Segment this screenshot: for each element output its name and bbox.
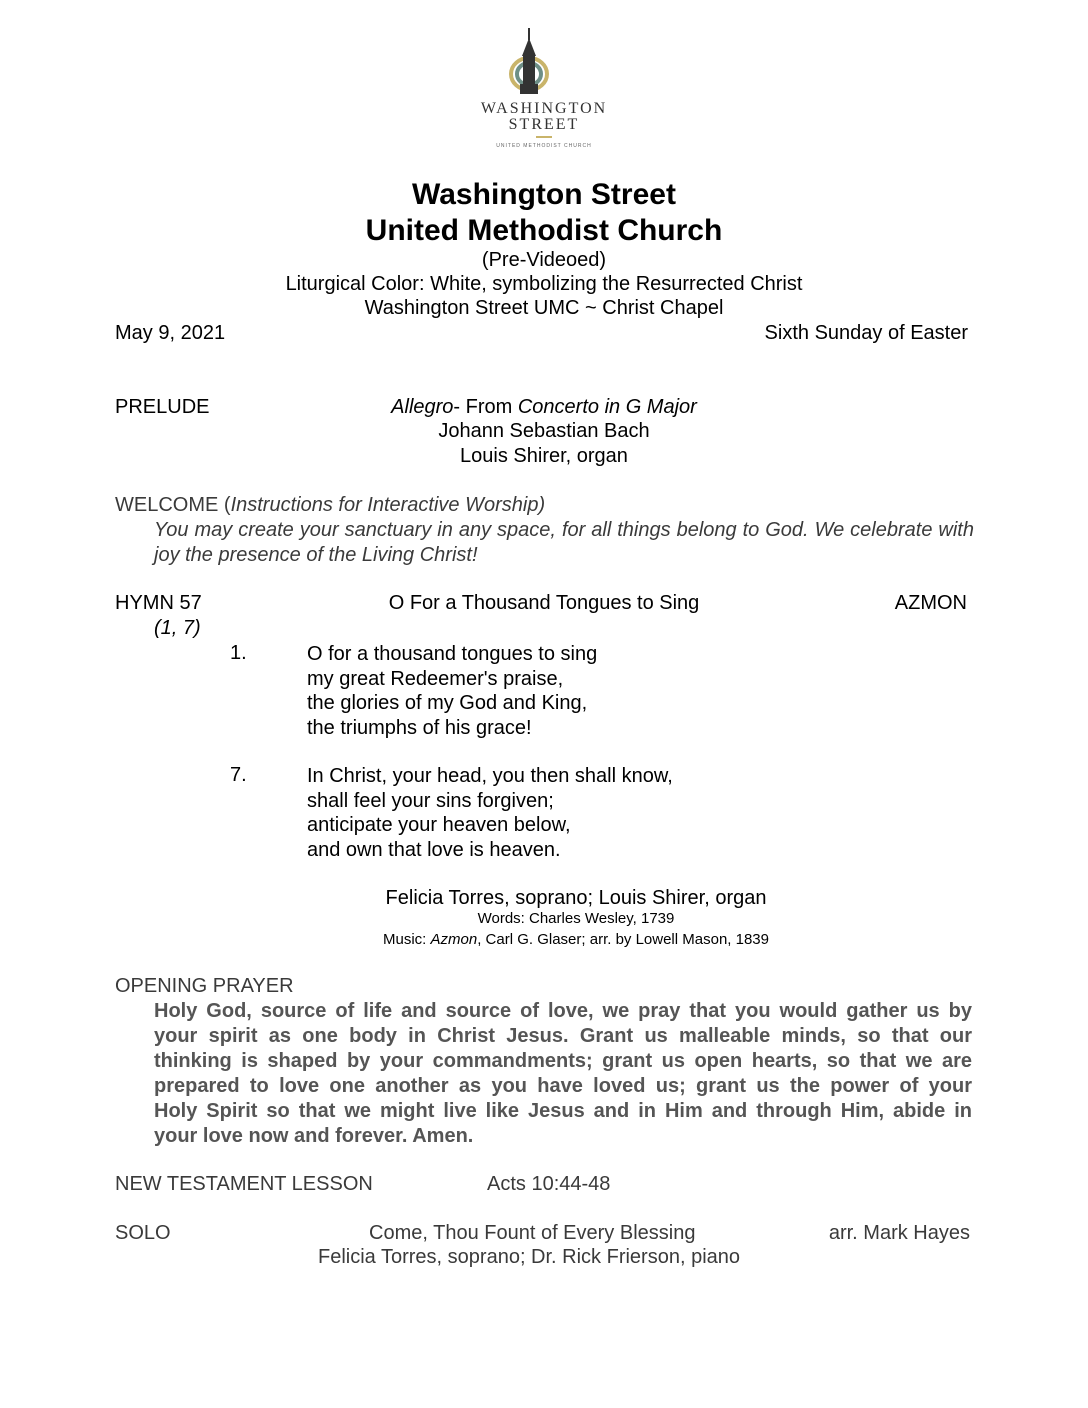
hymn-words-credit: Words: Charles Wesley, 1739	[477, 910, 675, 927]
service-location: Washington Street UMC ~ Christ Chapel	[364, 297, 724, 319]
prayer-line: your spirit as one body in Christ Jesus. Grant us malleable minds, so that our	[154, 1025, 972, 1047]
prelude-piece	[0, 396, 1088, 419]
prelude-composer: Johann Sebastian Bach	[438, 420, 650, 442]
prayer-line: Holy Spirit so that we might live like Jesus and in Him and through Him, abide in	[154, 1100, 972, 1122]
hymn-tune: AZMON	[894, 592, 967, 614]
verse-number: 7.	[230, 764, 247, 786]
solo-arranger: arr. Mark Hayes	[828, 1222, 970, 1244]
hymn-verse-7	[307, 764, 673, 862]
verse-number: 1.	[230, 642, 247, 664]
prelude-piece-from: - From	[453, 396, 518, 418]
hymn-performers: Felicia Torres, soprano; Louis Shirer, organ	[385, 887, 767, 909]
opening-prayer-label: OPENING PRAYER	[115, 975, 294, 997]
logo-text-line2: STREET	[508, 116, 580, 133]
music-credit-rest: , Carl G. Glaser; arr. by Lowell Mason, 1839	[477, 931, 769, 948]
verse-line: the glories of my God and King,	[307, 692, 588, 714]
music-tune: Azmon	[430, 931, 478, 948]
logo-divider	[536, 136, 552, 138]
logo-text-line1: WASHINGTON	[480, 100, 608, 117]
music-prefix: Music:	[383, 931, 431, 948]
hymn-verses-note: (1, 7)	[154, 617, 201, 639]
welcome-label: WELCOME (	[115, 494, 231, 516]
verse-line: In Christ, your head, you then shall know,	[307, 765, 673, 787]
solo-label: SOLO	[115, 1222, 171, 1244]
opening-prayer-text	[154, 999, 972, 1149]
liturgical-color: Liturgical Color: White, symbolizing the Resurrected Christ	[285, 273, 803, 295]
prayer-line: thinking is shaped by your commandments; grant us open hearts, so that we are	[154, 1050, 972, 1072]
verse-line: and own that love is heaven.	[307, 838, 561, 861]
prelude-piece-source: Concerto in G Major	[517, 396, 697, 418]
liturgical-occasion: Sixth Sunday of Easter	[764, 322, 968, 344]
service-date: May 9, 2021	[115, 322, 226, 344]
welcome-heading	[115, 494, 545, 517]
church-title-line1: Washington Street	[412, 178, 676, 211]
prayer-line: Holy God, source of life and source of love, we pray that you would gather us by	[154, 1000, 972, 1022]
nt-lesson-label: NEW TESTAMENT LESSON	[115, 1173, 373, 1195]
verse-line: O for a thousand tongues to sing	[307, 643, 598, 665]
solo-title: Come, Thou Fount of Every Blessing	[369, 1222, 696, 1244]
verse-line: the triumphs of his grace!	[307, 716, 532, 739]
solo-performers: Felicia Torres, soprano; Dr. Rick Frierson, piano	[318, 1246, 741, 1268]
verse-line: anticipate your heaven below,	[307, 814, 571, 836]
prelude-performer: Louis Shirer, organ	[460, 445, 628, 467]
hymn-label: HYMN 57	[115, 592, 202, 614]
hymn-music-credit	[0, 931, 1088, 948]
pre-videoed-note: (Pre-Videoed)	[481, 249, 607, 271]
hymn-verse-1	[307, 642, 597, 740]
church-title-line2: United Methodist Church	[365, 214, 723, 247]
prayer-line: your love now and forever. Amen.	[154, 1125, 474, 1147]
logo-tagline: UNITED METHODIST CHURCH	[496, 143, 592, 149]
prelude-piece-title: Allegro	[391, 396, 454, 418]
nt-lesson-reference: Acts 10:44-48	[487, 1173, 611, 1195]
verse-line: shall feel your sins forgiven;	[307, 789, 554, 812]
prelude-label: PRELUDE	[115, 396, 210, 418]
welcome-instructions: Instructions for Interactive Worship)	[230, 494, 546, 516]
welcome-text: You may create your sanctuary in any space, for all things belong to God. We celebrate with joy the presence of the Living Christ!	[154, 519, 974, 566]
church-logo	[444, 26, 614, 156]
prayer-line: prepared to love one another as you have loved us; grant us the power of your	[154, 1075, 972, 1097]
verse-line: my great Redeemer's praise,	[307, 667, 564, 690]
hymn-title: O For a Thousand Tongues to Sing	[388, 592, 700, 614]
